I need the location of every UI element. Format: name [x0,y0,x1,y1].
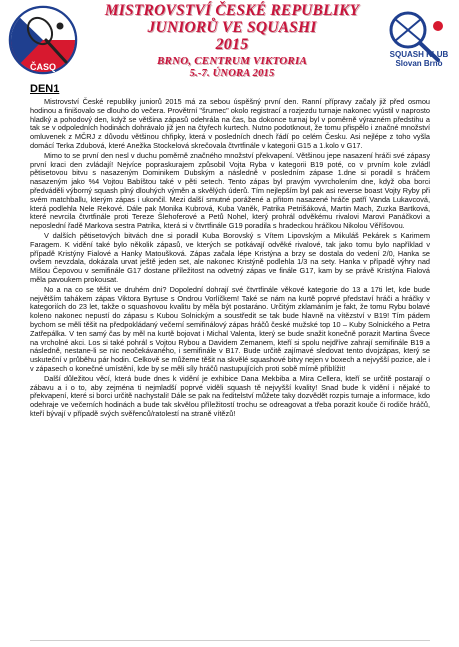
page-header [0,0,459,82]
title-line-1: MISTROVSTVÍ ČESKÉ REPUBLIKY [104,2,360,19]
article-paragraph: Mimo to se první den nesl v duchu poměrně značného množství překvapení. Většinou jepe nasazení hráči své zápasy první kraci den zvládají! Nejvíce popraskurajem způsobil Vojta Ryba v kategorii B19 poté, co v prvním kole zvládl pětisetovou bitvu s nasazeným Dominikem Dubským a následně v posledním zápase 1.dne si poradil s hráčem nasazeným jako %4 Vojtou Babíštou také v pěti setech. Tento zápas byl pravým vyvrcholením dne, když oba borci předváděli výborný squash plný dlouhých výměn a skvělých úderů. Tím nejlepším byl pak asi reverse boast Vojty Ryby při svém matchballu, kterým zápas i ukončil. Mezi další smutné porážené a přitom nasazené hráče patří Vanda Lukavcová, která podlehla Nele Rekové. Dále pak Monika Kubrová, Kuba Vaněk, Patrika Petrišáková, Martin Mach, Zuzka Bartková, které nevrcila čtvrtfinále proti Tereze Šlehoferové a Petů Nohel, který prohrál odvěkému rivalovi Marovi Panáčkovi a neposlední řadě Markova sestra Patrika, která si v čtvrtfinále G19 poradila s hradeckou hráčkou Nikolou Věříšovou. [30,150,430,231]
title-year: 2015 [215,36,249,53]
footer-divider [30,640,430,641]
section-heading: DEN1 [30,83,60,95]
article-paragraph: Další důležitou věcí, která bude dnes k vidění je exhibice Dana Mekbiba a Mira Cellera, kteří se určitě postarají o zábavu a i o to, aby zejména ti nejmladší poprvé viděli squash tě nejvyšší kvality! Snad bude k vidění i nějaké to překvapení, které si borci určitě nachystali! Dále se pak na ředitelství můžete taky dozvědět rozpis turnaje a informace, kdo odehraje ve večerních hodinách a bude tak skvělou příležitostí trochu se odreagovat a třeba porazit kouče či rodiče hráčů, kteří bývají v případě svých svěřenců/ratolestí na straně vítězů! [30,373,430,418]
article-paragraph: No a na co se těšit ve druhém dni? Dopolední dohrají své čtvrtfinále věkové kategorie do 13 a 17ti let, kde bude největším tahákem zápas Viktora Byrtuse s Ondrou Vorlíčkem! Také se nám na kurtě poprvé představí hráči a hráčky v kategoriích do 23 let, takže o squashovou kvalitu by měla být postaráno. Určitým zklamáním je fakt, že tomu Rybu bolavé koleno nakonec nepustí do zápasu s Kubou Solnickým a soustředit se tak bude hlavně na vítězství v B19! Tím pádem bychom se měli těšit na předpokládaný večerní semifinálový zápas hráčů české mužské top 10 – Kuby Solnického a Petra Zatřepálka. V ten samý čas by měl na kurtě bojovat i Michal Valenta, který se bude snažit konečně porazit Martina Švece na vrcholné akci. Los si také pohrál s Vojtou Rybou a Davidem Zemanem, kteří si spolu nejdříve zahrají semifinále B19 a následně, nestane-li se nic neočekávaného, i semifinále v B17. Bude určitě zajímavé sledovat tento dvojzápas, který se uskuteční v průběhu pár hodin. Celkově se můžeme těšit na skvělé squashové bitvy nejen v boxech a nejvyšší pozice, ale i v zápasech o konečné umístění, kde by se měli síly hráčů nastupujících proti sobě mírně přiblížit! [30,284,430,373]
squash-klub-name [382,50,456,68]
title-venue: BRNO, CENTRUM VIKTORIA [157,55,307,67]
squash-klub-subtitle: Slovan Brno [395,59,443,68]
article-paragraph: Mistrovství České republiky juniorů 2015 má za sebou úspěšný první den. Ranní přípravy začaly již před osmou hodinou a finišovalo se dlouho do večera. Provětrní "šrumec" okolo registrací a rozjezdu turnaje nakonec vyústil v naprosto hladký a pohodový den, když se většina zápasů odehrála na čas, ba dokonce turnaj byl v poměrně výrazném předstihu a tak se v odpoledních hodinách dohrávalo již jen na čtyřech kurtech. Nutno podotknout, že tomu přispělo i značné množství omluvenek z MČRJ z důvodu většinou chřipky, která v posledních dnech řádí po celém Česku. Asi nejlépe z toho vyšla domácí Terka Zdubová, které Anežka Stockelová skrečovala čtvrtfinále v kategorii G15 a 1.kolo v G17. [30,97,430,150]
squash-klub-title: SQUASH KLUB [389,50,449,59]
article-paragraph: V dalších pětisetových bitvách dne si poradil Kuba Borovský s Vítem Lipovským a Mikuláš Pekárek s Karimem Faragem. K vidění také bylo několik zápasů, ve kterých se potkávají odvěké rivalové, tak jako tomu bylo například v případě Kristýny Fialové a Hanky Matoušková. Zápas začala lépe Kristýna a brzy se dostala do vedení 2/0, Hanka se ovšem nevzdala, dokázala urvat ještě jeden set, ale nakonec Kristýně podlehla 1/3 na sety. Hanka v případě výhry nad Míšou Čepovou v semifinále G17 dostane příležitost na odvetný zápas ve finále G17, kam by se právě Kristýna Fialová měla pavoukem prokousat. [30,230,430,284]
title-line-2: JUNIORŮ VE SQUASHI [147,19,317,36]
title-dates: 5.-7. ÚNORA 2015 [189,68,275,79]
casq-logo-text: ČASQ [29,62,57,72]
casq-logo-icon [6,4,80,76]
article-body [30,98,430,420]
